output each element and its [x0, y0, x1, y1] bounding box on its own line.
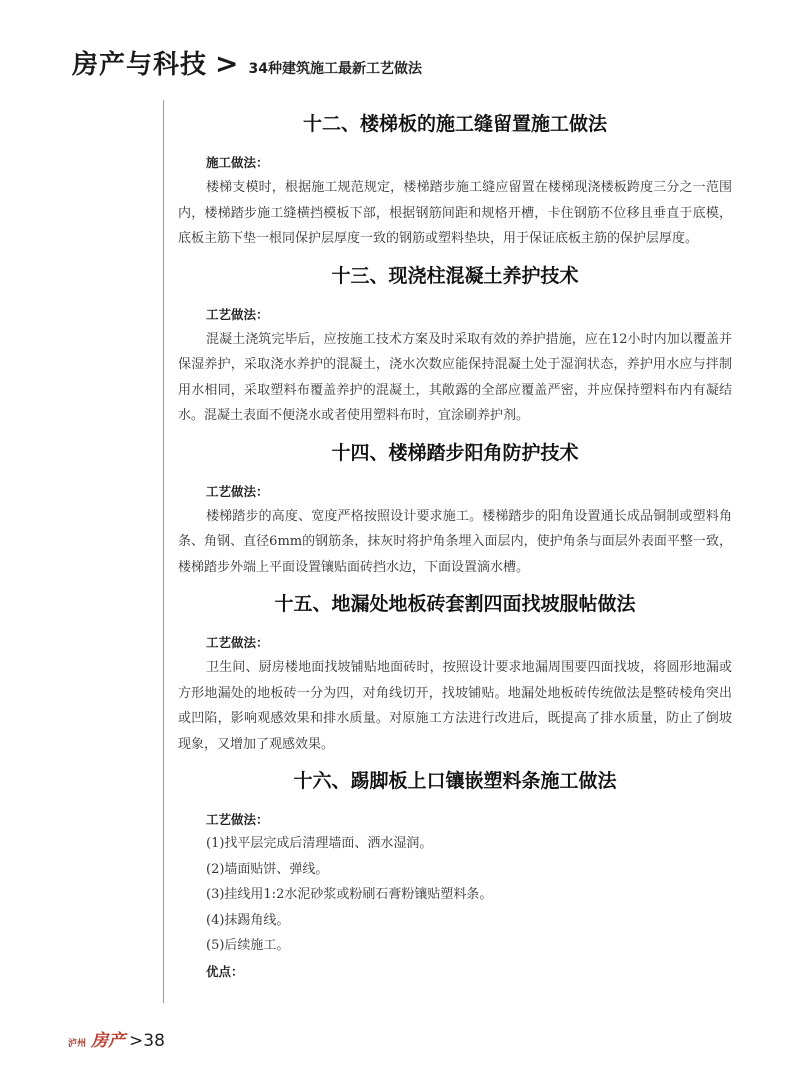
page-number: >38	[129, 1031, 165, 1051]
article-body	[178, 108, 732, 983]
page-header	[72, 44, 422, 84]
footer-city: 泸州	[68, 1039, 87, 1049]
section-title: 十二、楼梯板的施工缝留置施工做法	[302, 113, 607, 135]
section-label: 工艺做法：	[206, 812, 269, 827]
article-title: 34种建筑施工最新工艺做法	[248, 61, 422, 77]
section-title: 十三、现浇柱混凝土养护技术	[331, 264, 579, 287]
section-paragraph: 楼梯踏步的高度、宽度严格按照设计要求施工。楼梯踏步的阳角设置通长成品铜制或塑料角条、角钢、直径6mm的钢筋条，抹灰时将护角条埋入面层内，使护角条与面层外表面平整一致，楼梯踏步外端上平面设置镶贴面砖挡水边，下面设置滴水槽。	[178, 508, 732, 575]
list-item: (4)抹踢角线。	[206, 912, 290, 928]
advantages-label: 优点：	[206, 963, 244, 979]
section-title: 十五、地漏处地板砖套割四面找坡服帖做法	[274, 593, 636, 615]
list-item: (1)找平层完成后清理墙面、洒水湿润。	[206, 836, 433, 851]
section-paragraph: 混凝土浇筑完毕后，应按施工技术方案及时采取有效的养护措施，应在12小时内加以覆盖并保湿养护，采取浇水养护的混凝土，浇水次数应能保持混凝土处于湿润状态，养护用水应与拌制用水相同，采取塑料布覆盖养护的混凝土，其敞露的全部应覆盖严密，并应保持塑料布内有凝结水。混凝土表面不便浇水或者使用塑料布时，宜涂刷养护剂。	[178, 331, 732, 423]
section-14	[178, 439, 732, 581]
list-item: (2)墙面贴饼、弹线。	[206, 861, 329, 877]
section-16	[178, 767, 732, 983]
section-paragraph: 卫生间、厨房楼地面找坡铺贴地面砖时，按照设计要求地漏周围要四面找坡，将圆形地漏或方形地漏处的地板砖一分为四，对角线切开，找坡铺贴。地漏处地板砖传统做法是整砖棱角突出或凹陷，影响观感效果和排水质量。对原施工方法进行改进后，既提高了排水质量，防止了倒坡现象，又增加了观感效果。	[178, 660, 732, 752]
footer-logo: 房产	[91, 1031, 126, 1051]
chevron-right-icon: >	[215, 47, 239, 80]
section-label: 施工做法：	[206, 155, 269, 170]
margin-divider	[163, 100, 164, 1003]
page-footer	[68, 1026, 165, 1051]
section-label: 工艺做法：	[206, 306, 269, 322]
section-title: 十六、踢脚板上口镶嵌塑料条施工做法	[293, 770, 617, 792]
section-label: 工艺做法：	[206, 483, 269, 499]
section-label: 工艺做法：	[206, 635, 269, 650]
list-item: (3)挂线用1:2水泥砂浆或粉刷石膏粉镶贴塑料条。	[206, 887, 493, 902]
list-item: (5)后续施工。	[206, 938, 290, 953]
section-13	[178, 262, 732, 429]
section-12	[178, 110, 732, 252]
section-15	[178, 590, 732, 757]
magazine-section-title: 房产与科技	[72, 50, 208, 80]
section-paragraph: 楼梯支模时，根据施工规范规定，楼梯踏步施工缝应留置在楼梯现浇楼板跨度三分之一范围内，楼梯踏步施工缝横挡模板下部，根据钢筋间距和规格开槽，卡住钢筋不位移且垂直于底模，底板主筋下垫一根同保护层厚度一致的钢筋或塑料垫块，用于保证底板主筋的保护层厚度。	[178, 180, 732, 246]
section-title: 十四、楼梯踏步阳角防护技术	[331, 441, 579, 464]
